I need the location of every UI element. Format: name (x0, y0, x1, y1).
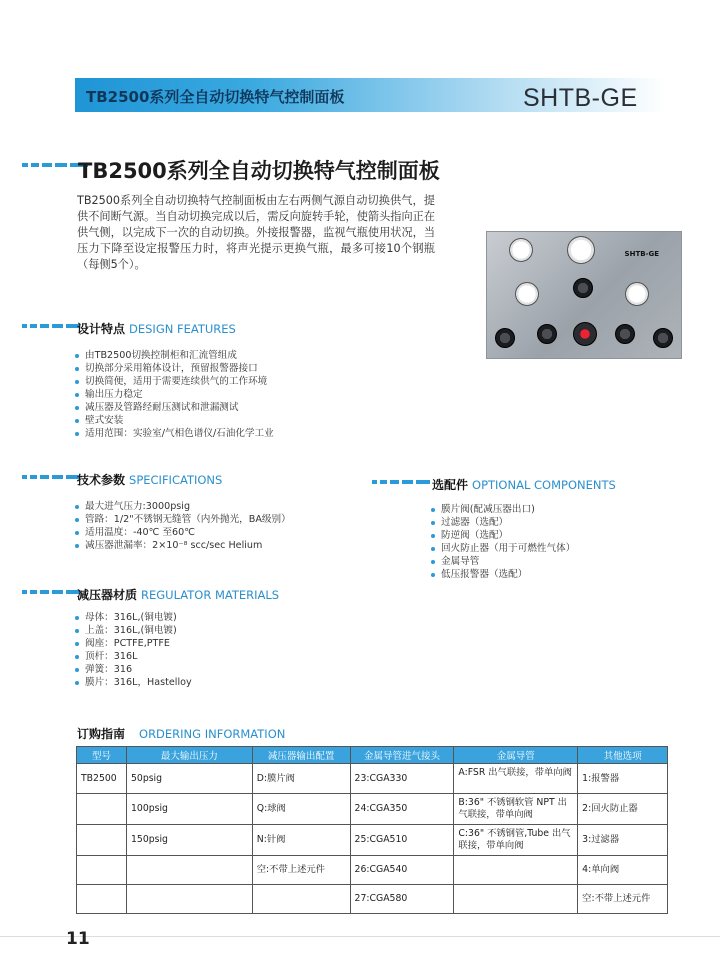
product-code: SHTB-GE (523, 84, 638, 112)
list-item: 切换简便，适用于需要连续供气的工作环境 (73, 375, 373, 388)
optional-title-en: OPTIONAL COMPONENTS (472, 478, 616, 492)
specifications-heading (77, 471, 222, 488)
table-cell (77, 794, 127, 825)
specs-title-en: SPECIFICATIONS (129, 473, 223, 487)
list-item: 过滤器（选配） (429, 516, 669, 529)
ordering-table (76, 746, 668, 914)
design-features-list (73, 349, 373, 440)
selector-knob-icon (573, 322, 597, 346)
section-dashes (22, 324, 80, 328)
ordering-heading (77, 725, 285, 742)
table-cell: Q:球阀 (252, 794, 350, 825)
table-row (77, 794, 668, 825)
section-dashes (22, 590, 80, 594)
table-cell: N:针阀 (252, 825, 350, 856)
gauge-icon (515, 282, 539, 306)
table-cell: B:36" 不锈钢软管 NPT 出气联接，带单向阀 (454, 794, 578, 825)
list-item: 上盖：316L,(铜电镀) (73, 624, 373, 637)
table-cell: 23:CGA330 (350, 764, 454, 794)
list-item: 适用温度：-40℃ 至60℃ (73, 526, 373, 539)
optional-components-list (429, 503, 669, 581)
intro-paragraph: TB2500系列全自动切换特气控制面板由左右两侧气源自动切换供气，提供不间断气源。当自动切换完成以后，需反向旋转手轮，使箭头指向正在供气侧，以完成下一次的自动切换。外接报警器，监视气瓶使用状况，当压力下降至设定报警压力时，将声光提示更换气瓶，最多可接10个钢瓶（每侧5个）。 (77, 194, 436, 271)
specifications-list (73, 500, 373, 552)
materials-heading (77, 586, 279, 603)
table-cell: 空:不带上述元件 (252, 856, 350, 885)
section-dashes (22, 475, 80, 479)
knob-icon (573, 278, 593, 298)
table-cell: 4:单向阀 (578, 856, 668, 885)
table-cell: 25:CGA510 (350, 825, 454, 856)
table-row (77, 825, 668, 856)
list-item: 母体：316L,(铜电镀) (73, 611, 373, 624)
materials-title-en: REGULATOR MATERIALS (141, 588, 280, 602)
table-cell: 空:不带上述元件 (578, 885, 668, 914)
column-header: 金属导管 (454, 747, 578, 764)
table-cell (252, 885, 350, 914)
table-cell: 100psig (126, 794, 252, 825)
design-title-en: DESIGN FEATURES (129, 322, 236, 336)
ordering-title-cn: 订购指南 (77, 727, 126, 741)
photo-label: SHTB-GE (624, 250, 659, 258)
list-item: 切换部分采用箱体设计，预留报警器接口 (73, 362, 373, 375)
list-item: 最大进气压力:3000psig (73, 500, 373, 513)
list-item: 壁式安装 (73, 414, 373, 427)
table-cell (454, 856, 578, 885)
page-number: 11 (66, 929, 90, 949)
list-item: 减压器及管路经耐压测试和泄漏测试 (73, 401, 373, 414)
table-cell: 27:CGA580 (350, 885, 454, 914)
table-cell: 26:CGA540 (350, 856, 454, 885)
list-item: 金属导管 (429, 555, 669, 568)
column-header: 最大输出压力 (126, 747, 252, 764)
list-item: 弹簧：316 (73, 663, 373, 676)
table-cell: A:FSR 出气联接，带单向阀 (454, 764, 578, 794)
table-cell: D:膜片阀 (252, 764, 350, 794)
knob-icon (615, 324, 635, 344)
table-cell (126, 885, 252, 914)
table-cell (126, 856, 252, 885)
list-item: 回火防止器（用于可燃性气体） (429, 542, 669, 555)
page-title: TB2500系列全自动切换特气控制面板 (78, 159, 440, 183)
table-cell: 150psig (126, 825, 252, 856)
materials-list (73, 611, 373, 689)
gauge-icon (509, 238, 533, 262)
knob-icon (495, 328, 515, 348)
footer-divider (0, 936, 720, 937)
gauge-icon (567, 236, 595, 264)
knob-icon (653, 328, 673, 348)
table-cell (454, 885, 578, 914)
table-cell: 1:报警器 (578, 764, 668, 794)
list-item: 管路：1/2"不锈钢无缝管（内外抛光，BA级别） (73, 513, 373, 526)
table-cell: 50psig (126, 764, 252, 794)
list-item: 阀座：PCTFE,PTFE (73, 637, 373, 650)
table-cell: 24:CGA350 (350, 794, 454, 825)
column-header: 其他选项 (578, 747, 668, 764)
product-photo (486, 231, 682, 359)
list-item: 膜片：316L，Hastelloy (73, 676, 373, 689)
column-header: 减压器输出配置 (252, 747, 350, 764)
list-item: 膜片阀(配减压器出口) (429, 503, 669, 516)
list-item: 适用范围：实验室/气相色谱仪/石油化学工业 (73, 427, 373, 440)
optional-title-cn: 选配件 (432, 478, 469, 492)
materials-title-cn: 减压器材质 (77, 588, 138, 602)
design-title-cn: 设计特点 (77, 322, 126, 336)
column-header: 金属导管进气接头 (350, 747, 454, 764)
table-cell: 3:过滤器 (578, 825, 668, 856)
design-features-heading (77, 320, 236, 337)
table-header-row (77, 747, 668, 764)
table-cell (77, 856, 127, 885)
list-item: 防逆阀（选配） (429, 529, 669, 542)
list-item: 输出压力稳定 (73, 388, 373, 401)
list-item: 减压器泄漏率：2×10⁻⁸ scc/sec Helium (73, 539, 373, 552)
table-row (77, 856, 668, 885)
ordering-title-en: ORDERING INFORMATION (139, 727, 286, 741)
knob-icon (537, 324, 557, 344)
table-row (77, 885, 668, 914)
table-cell: 2:回火防止器 (578, 794, 668, 825)
list-item: 顶杆：316L (73, 650, 373, 663)
table-cell: C:36" 不锈钢管,Tube 出气联接，带单向阀 (454, 825, 578, 856)
section-dashes (372, 480, 430, 484)
table-cell (77, 825, 127, 856)
table-cell (77, 885, 127, 914)
specs-title-cn: 技术参数 (77, 473, 126, 487)
table-cell: TB2500 (77, 764, 127, 794)
gauge-icon (625, 282, 649, 306)
column-header: 型号 (77, 747, 127, 764)
list-item: 由TB2500切换控制柜和汇流管组成 (73, 349, 373, 362)
header-title: TB2500系列全自动切换特气控制面板 (86, 88, 345, 106)
optional-components-heading (432, 476, 616, 493)
list-item: 低压报警器（选配） (429, 568, 669, 581)
table-row (77, 764, 668, 794)
